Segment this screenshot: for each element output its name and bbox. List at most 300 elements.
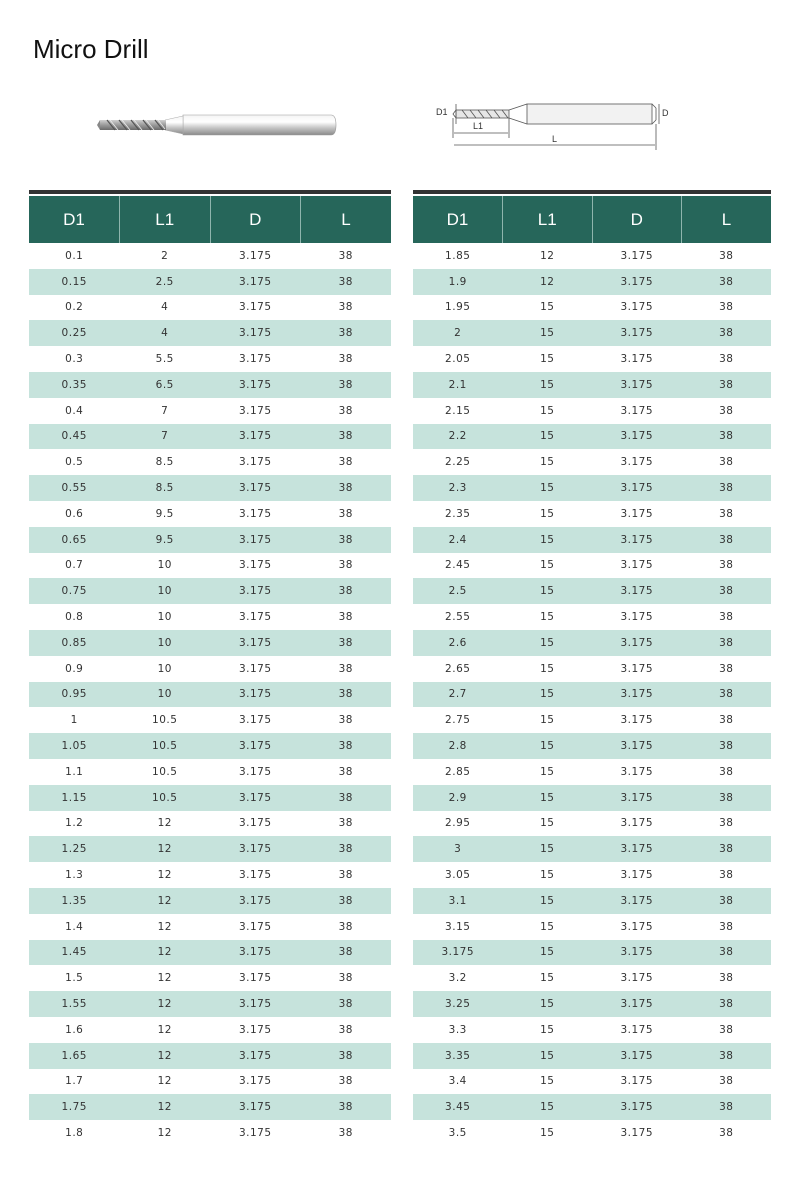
cell-d: 3.175 — [620, 662, 654, 675]
cell-l1: 15 — [503, 940, 593, 966]
cell-l1: 12 — [120, 1043, 211, 1069]
cell-l1: 15 — [503, 475, 593, 501]
cell-l1: 15 — [503, 424, 593, 450]
cell-l1: 10.5 — [152, 714, 178, 727]
cell-l: 38 — [301, 424, 392, 450]
cell-d1: 0.45 — [29, 424, 120, 450]
cell-l1: 8.5 — [120, 475, 211, 501]
table-row — [413, 733, 771, 759]
cell-l: 38 — [682, 578, 772, 604]
cell-d: 3.175 — [620, 559, 654, 572]
cell-d: 3.175 — [592, 424, 682, 450]
cell-l: 38 — [719, 714, 734, 727]
cell-d: 3.175 — [238, 869, 272, 882]
cell-d1: 1.25 — [29, 836, 120, 862]
cell-d: 3.175 — [210, 320, 301, 346]
column-header-l1: L1 — [120, 196, 211, 243]
table-body-right — [413, 243, 771, 1146]
cell-l: 38 — [338, 817, 353, 830]
cell-l1: 15 — [503, 527, 593, 553]
cell-d1: 2.7 — [413, 682, 503, 708]
table-row — [413, 991, 771, 1017]
table-row — [413, 940, 771, 966]
cell-d1: 0.4 — [65, 404, 84, 417]
cell-d1: 3.35 — [413, 1043, 503, 1069]
cell-l: 38 — [719, 662, 734, 675]
cell-l: 38 — [301, 733, 392, 759]
cell-l: 38 — [301, 1094, 392, 1120]
cell-l1: 15 — [540, 662, 555, 675]
cell-d: 3.175 — [620, 404, 654, 417]
cell-d1: 3.3 — [448, 1023, 467, 1036]
cell-l1: 10 — [120, 682, 211, 708]
cell-d: 3.175 — [620, 1075, 654, 1088]
table-row — [29, 243, 391, 269]
spec-table-left — [29, 190, 391, 1146]
table-row — [29, 1043, 391, 1069]
cell-l: 38 — [301, 269, 392, 295]
table-row — [29, 269, 391, 295]
cell-l: 38 — [338, 353, 353, 366]
table-row — [413, 759, 771, 785]
cell-d1: 2.05 — [445, 353, 471, 366]
cell-d1: 2.55 — [445, 611, 471, 624]
cell-d: 3.175 — [210, 836, 301, 862]
cell-l: 38 — [682, 991, 772, 1017]
cell-d: 3.175 — [238, 507, 272, 520]
cell-d: 3.175 — [210, 630, 301, 656]
cell-d: 3.175 — [620, 972, 654, 985]
cell-l: 38 — [338, 611, 353, 624]
cell-d1: 3.15 — [445, 920, 471, 933]
cell-d1: 3.4 — [448, 1075, 467, 1088]
table-row — [29, 424, 391, 450]
table-row — [413, 604, 771, 630]
label-l1: L1 — [473, 121, 484, 131]
table-row — [29, 914, 391, 940]
table-row — [413, 295, 771, 321]
cell-l1: 12 — [120, 888, 211, 914]
cell-d1: 0.95 — [29, 682, 120, 708]
cell-d: 3.175 — [620, 507, 654, 520]
column-header-d1: D1 — [29, 196, 120, 243]
table-row — [29, 707, 391, 733]
cell-l1: 12 — [157, 817, 172, 830]
cell-d: 3.175 — [620, 1126, 654, 1139]
table-row — [29, 578, 391, 604]
table-row — [413, 578, 771, 604]
cell-l: 38 — [338, 456, 353, 469]
cell-l1: 12 — [157, 1075, 172, 1088]
cell-l: 38 — [338, 765, 353, 778]
table-row — [29, 553, 391, 579]
cell-l: 38 — [719, 611, 734, 624]
table-top-rule — [413, 190, 771, 194]
cell-d1: 2.95 — [445, 817, 471, 830]
table-row — [413, 1043, 771, 1069]
cell-d1: 3.45 — [413, 1094, 503, 1120]
cell-l: 38 — [719, 249, 734, 262]
cell-d1: 0.5 — [65, 456, 84, 469]
cell-l: 38 — [338, 869, 353, 882]
cell-d1: 1.75 — [29, 1094, 120, 1120]
cell-l: 38 — [301, 991, 392, 1017]
cell-d1: 1.45 — [29, 940, 120, 966]
table-row — [413, 862, 771, 888]
table-row — [29, 836, 391, 862]
cell-l1: 5.5 — [155, 353, 174, 366]
cell-d: 3.175 — [592, 578, 682, 604]
table-row — [413, 836, 771, 862]
cell-l: 38 — [682, 733, 772, 759]
table-row — [413, 1069, 771, 1095]
cell-d1: 3.175 — [413, 940, 503, 966]
cell-d: 3.175 — [592, 836, 682, 862]
table-row — [29, 295, 391, 321]
cell-d: 3.175 — [210, 475, 301, 501]
cell-l1: 15 — [540, 611, 555, 624]
cell-d1: 1.4 — [65, 920, 84, 933]
cell-d1: 2.6 — [413, 630, 503, 656]
cell-l: 38 — [301, 475, 392, 501]
table-top-rule — [29, 190, 391, 194]
cell-l1: 4 — [161, 301, 169, 314]
cell-l: 38 — [682, 475, 772, 501]
cell-d1: 0.7 — [65, 559, 84, 572]
cell-d1: 0.3 — [65, 353, 84, 366]
cell-l1: 15 — [540, 1126, 555, 1139]
cell-d: 3.175 — [620, 249, 654, 262]
cell-l1: 15 — [503, 888, 593, 914]
cell-l1: 15 — [540, 972, 555, 985]
cell-l: 38 — [338, 559, 353, 572]
table-row — [29, 785, 391, 811]
cell-l: 38 — [301, 372, 392, 398]
table-row — [29, 398, 391, 424]
cell-l1: 12 — [157, 920, 172, 933]
table-row — [413, 1094, 771, 1120]
table-header-row — [413, 196, 771, 243]
cell-l: 38 — [719, 765, 734, 778]
table-row — [29, 1120, 391, 1146]
cell-d1: 2.25 — [445, 456, 471, 469]
cell-d1: 1.15 — [29, 785, 120, 811]
table-row — [29, 682, 391, 708]
page-title: Micro Drill — [33, 34, 149, 64]
cell-l1: 4 — [120, 320, 211, 346]
cell-l1: 12 — [120, 1094, 211, 1120]
cell-d1: 2.1 — [413, 372, 503, 398]
cell-l1: 12 — [157, 1023, 172, 1036]
cell-l1: 15 — [540, 817, 555, 830]
cell-l1: 15 — [540, 404, 555, 417]
label-d1: D1 — [436, 107, 448, 117]
table-row — [29, 733, 391, 759]
cell-l1: 15 — [503, 785, 593, 811]
cell-l1: 15 — [503, 578, 593, 604]
cell-d1: 2.5 — [413, 578, 503, 604]
cell-l: 38 — [719, 920, 734, 933]
cell-d: 3.175 — [238, 714, 272, 727]
cell-l: 38 — [682, 630, 772, 656]
table-row — [29, 475, 391, 501]
cell-l: 38 — [338, 714, 353, 727]
table-row — [413, 475, 771, 501]
cell-l: 38 — [301, 1043, 392, 1069]
cell-l: 38 — [338, 249, 353, 262]
table-row — [413, 682, 771, 708]
cell-l: 38 — [338, 662, 353, 675]
cell-d1: 2.4 — [413, 527, 503, 553]
cell-d1: 3 — [413, 836, 503, 862]
cell-d: 3.175 — [592, 785, 682, 811]
cell-d: 3.175 — [210, 888, 301, 914]
cell-l: 38 — [719, 353, 734, 366]
cell-d: 3.175 — [238, 301, 272, 314]
cell-l: 38 — [719, 559, 734, 572]
dimension-diagram — [432, 98, 672, 158]
table-row — [413, 346, 771, 372]
cell-d: 3.175 — [592, 320, 682, 346]
cell-l: 38 — [338, 920, 353, 933]
cell-l1: 9.5 — [155, 507, 174, 520]
cell-l: 38 — [719, 404, 734, 417]
cell-d1: 1.8 — [65, 1126, 84, 1139]
cell-l1: 12 — [157, 1126, 172, 1139]
cell-d1: 0.8 — [65, 611, 84, 624]
cell-l1: 10 — [157, 662, 172, 675]
table-row — [413, 424, 771, 450]
cell-l: 38 — [301, 940, 392, 966]
cell-l: 38 — [682, 269, 772, 295]
table-row — [413, 243, 771, 269]
cell-d: 3.175 — [620, 817, 654, 830]
cell-d: 3.175 — [238, 972, 272, 985]
cell-d1: 1.05 — [29, 733, 120, 759]
cell-l: 38 — [719, 301, 734, 314]
cell-l: 38 — [719, 1126, 734, 1139]
cell-d1: 3.05 — [445, 869, 471, 882]
cell-d: 3.175 — [620, 714, 654, 727]
cell-d1: 1.85 — [445, 249, 471, 262]
cell-d: 3.175 — [620, 301, 654, 314]
cell-l1: 15 — [503, 630, 593, 656]
spec-table-right — [413, 190, 771, 1146]
cell-l: 38 — [682, 372, 772, 398]
table-row — [413, 501, 771, 527]
cell-d1: 2.65 — [445, 662, 471, 675]
cell-d: 3.175 — [210, 578, 301, 604]
cell-d1: 0.25 — [29, 320, 120, 346]
cell-d: 3.175 — [592, 940, 682, 966]
table-row — [413, 398, 771, 424]
column-header-d1: D1 — [413, 196, 503, 243]
cell-d1: 2.45 — [445, 559, 471, 572]
cell-d1: 0.6 — [65, 507, 84, 520]
cell-d: 3.175 — [592, 372, 682, 398]
cell-l: 38 — [682, 320, 772, 346]
column-header-l1: L1 — [503, 196, 593, 243]
cell-l1: 15 — [540, 920, 555, 933]
table-row — [413, 914, 771, 940]
cell-l1: 15 — [540, 765, 555, 778]
cell-l1: 12 — [120, 836, 211, 862]
cell-d: 3.175 — [238, 249, 272, 262]
cell-d: 3.175 — [238, 662, 272, 675]
cell-l: 38 — [719, 972, 734, 985]
cell-l1: 12 — [540, 249, 555, 262]
cell-l1: 2.5 — [120, 269, 211, 295]
cell-l: 38 — [301, 630, 392, 656]
cell-d: 3.175 — [210, 940, 301, 966]
cell-d1: 1.2 — [65, 817, 84, 830]
cell-l1: 12 — [503, 269, 593, 295]
cell-l: 38 — [338, 1126, 353, 1139]
cell-d: 3.175 — [592, 475, 682, 501]
table-row — [413, 630, 771, 656]
cell-l1: 10.5 — [152, 765, 178, 778]
cell-l1: 10 — [120, 630, 211, 656]
table-row — [29, 888, 391, 914]
cell-d: 3.175 — [210, 991, 301, 1017]
cell-l: 38 — [719, 1023, 734, 1036]
cell-l: 38 — [719, 456, 734, 469]
cell-d: 3.175 — [238, 1075, 272, 1088]
table-row — [29, 1094, 391, 1120]
cell-l: 38 — [301, 527, 392, 553]
cell-d1: 1.3 — [65, 869, 84, 882]
cell-d1: 3.5 — [448, 1126, 467, 1139]
cell-l1: 7 — [120, 424, 211, 450]
cell-l1: 12 — [120, 991, 211, 1017]
table-row — [29, 372, 391, 398]
cell-l: 38 — [682, 836, 772, 862]
cell-d: 3.175 — [238, 353, 272, 366]
cell-l: 38 — [682, 785, 772, 811]
table-row — [29, 656, 391, 682]
cell-d: 3.175 — [620, 456, 654, 469]
cell-d: 3.175 — [210, 424, 301, 450]
label-l: L — [552, 134, 558, 144]
cell-d1: 2 — [413, 320, 503, 346]
cell-l: 38 — [682, 682, 772, 708]
cell-l: 38 — [338, 1023, 353, 1036]
cell-d1: 1.9 — [413, 269, 503, 295]
cell-l1: 15 — [503, 372, 593, 398]
column-header-d: D — [592, 196, 682, 243]
cell-d1: 0.2 — [65, 301, 84, 314]
table-row — [29, 604, 391, 630]
cell-l: 38 — [301, 785, 392, 811]
cell-d: 3.175 — [592, 733, 682, 759]
table-row — [29, 759, 391, 785]
cell-d1: 0.35 — [29, 372, 120, 398]
table-row — [29, 346, 391, 372]
table-header-row — [29, 196, 391, 243]
cell-d1: 1.65 — [29, 1043, 120, 1069]
cell-l1: 9.5 — [120, 527, 211, 553]
cell-l1: 15 — [503, 836, 593, 862]
table-row — [413, 1017, 771, 1043]
cell-d1: 3.1 — [413, 888, 503, 914]
table-row — [413, 888, 771, 914]
cell-l: 38 — [719, 869, 734, 882]
table-row — [29, 320, 391, 346]
cell-l1: 12 — [120, 940, 211, 966]
table-row — [29, 965, 391, 991]
cell-l: 38 — [301, 578, 392, 604]
cell-l1: 8.5 — [155, 456, 174, 469]
micro-drill-photo — [95, 106, 340, 144]
cell-l: 38 — [719, 1075, 734, 1088]
cell-l1: 15 — [540, 714, 555, 727]
cell-d: 3.175 — [620, 353, 654, 366]
table-row — [413, 965, 771, 991]
cell-d: 3.175 — [210, 1094, 301, 1120]
cell-d: 3.175 — [238, 404, 272, 417]
cell-d1: 2.35 — [445, 507, 471, 520]
cell-l1: 10 — [120, 578, 211, 604]
cell-d: 3.175 — [592, 1094, 682, 1120]
table-row — [29, 991, 391, 1017]
cell-l1: 12 — [157, 869, 172, 882]
cell-d1: 2.75 — [445, 714, 471, 727]
table-row — [29, 449, 391, 475]
table-row — [29, 1069, 391, 1095]
table-row — [413, 372, 771, 398]
cell-d1: 1.6 — [65, 1023, 84, 1036]
cell-d1: 3.2 — [448, 972, 467, 985]
cell-d1: 2.8 — [413, 733, 503, 759]
cell-l1: 12 — [157, 972, 172, 985]
cell-d: 3.175 — [210, 269, 301, 295]
cell-d: 3.175 — [620, 920, 654, 933]
table-row — [29, 501, 391, 527]
cell-l1: 15 — [540, 869, 555, 882]
cell-d1: 0.55 — [29, 475, 120, 501]
cell-d: 3.175 — [210, 733, 301, 759]
cell-d1: 0.15 — [29, 269, 120, 295]
table-row — [29, 811, 391, 837]
cell-d: 3.175 — [592, 888, 682, 914]
cell-d1: 0.85 — [29, 630, 120, 656]
column-header-d: D — [210, 196, 301, 243]
cell-d1: 2.9 — [413, 785, 503, 811]
column-header-l: L — [682, 196, 772, 243]
cell-d1: 1.7 — [65, 1075, 84, 1088]
cell-l1: 15 — [503, 1094, 593, 1120]
cell-l: 38 — [682, 527, 772, 553]
cell-d: 3.175 — [210, 372, 301, 398]
cell-l1: 15 — [540, 301, 555, 314]
cell-d1: 1.55 — [29, 991, 120, 1017]
cell-l: 38 — [682, 888, 772, 914]
cell-d: 3.175 — [238, 765, 272, 778]
cell-l1: 15 — [540, 507, 555, 520]
cell-l: 38 — [338, 507, 353, 520]
cell-l: 38 — [338, 1075, 353, 1088]
cell-d: 3.175 — [592, 682, 682, 708]
table-row — [413, 656, 771, 682]
cell-d: 3.175 — [238, 920, 272, 933]
cell-l1: 15 — [540, 1023, 555, 1036]
cell-d: 3.175 — [620, 1023, 654, 1036]
cell-d1: 0.1 — [65, 249, 84, 262]
cell-l1: 7 — [161, 404, 169, 417]
cell-d1: 2.2 — [413, 424, 503, 450]
cell-l1: 15 — [503, 682, 593, 708]
table-row — [413, 811, 771, 837]
